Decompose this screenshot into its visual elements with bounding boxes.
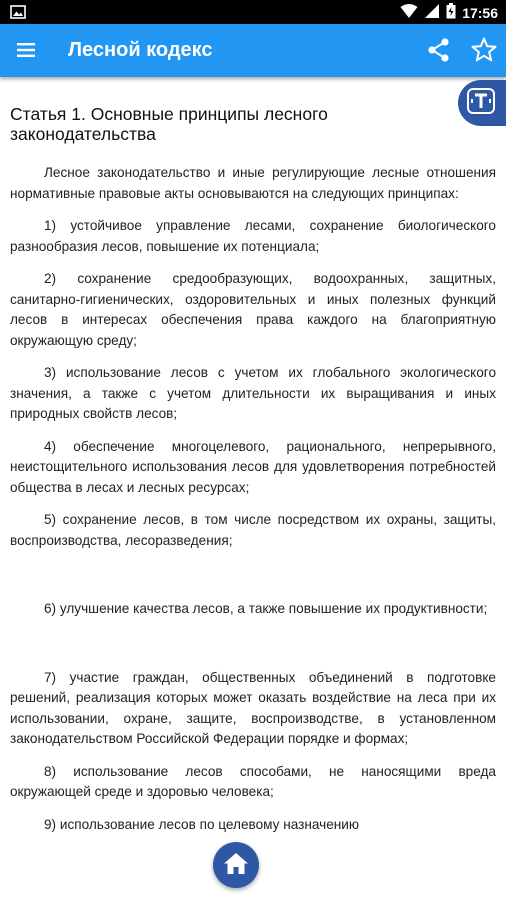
star-outline-icon[interactable]	[470, 36, 498, 64]
article-heading: Статья 1. Основные принципы лесного законодательства	[10, 104, 328, 144]
share-icon[interactable]	[426, 37, 452, 63]
article-paragraph: 6) улучшение качества лесов, а также повышение их продуктивности;	[44, 601, 488, 616]
font-size-button[interactable]	[458, 80, 506, 126]
article-paragraph: 7) участие граждан, общественных объединений в подготовке решений, реализация которых может оказать воздействие на леса при их использовании, охране, защите, воспроизводстве, в установленном законодательством Российской Федерации порядке и формах;	[10, 669, 496, 746]
home-button[interactable]	[213, 842, 259, 888]
home-icon	[222, 850, 250, 881]
signal-icon	[424, 3, 440, 22]
article-paragraph: 1) устойчивое управление лесами, сохранение биологического разнообразия лесов, повышение их потенциала;	[10, 218, 496, 254]
battery-icon	[446, 3, 456, 22]
article-paragraph: 4) обеспечение многоцелевого, рационального, непрерывного, неистощительного использования лесов для удовлетворения потребностей общества в лесах и лесных ресурсах;	[10, 438, 496, 495]
app-bar	[0, 24, 506, 77]
text-size-icon	[466, 87, 496, 120]
article-paragraph: 3) использование лесов с учетом их глобального экологического значения, а также с учетом длительности их выращивания и иных природных свойств лесов;	[10, 365, 496, 421]
article-paragraph: 5) сохранение лесов, в том числе посредством их охраны, защиты, воспроизводства, лесоразведения;	[10, 512, 496, 548]
clock-text: 17:56	[462, 4, 498, 21]
article-body	[10, 163, 496, 835]
hamburger-menu-icon[interactable]	[14, 38, 38, 62]
app-title: Лесной кодекс	[68, 39, 213, 61]
article-paragraph: 9) использование лесов по целевому назначению	[44, 816, 360, 832]
notification-image-icon	[10, 4, 26, 25]
status-bar	[0, 0, 506, 24]
article-paragraph: 8) использование лесов способами, не наносящими вреда окружающей среде и здоровью человека;	[10, 763, 496, 799]
article-paragraph: 2) сохранение средообразующих, водоохранных, защитных, санитарно-гигиенических, оздоровительных и иных полезных функций лесов в интересах обеспечения права каждого на благоприятную окружающую среду;	[10, 271, 496, 348]
wifi-icon	[400, 3, 418, 22]
article-paragraph: Лесное законодательство и иные регулирующие лесные отношения нормативные правовые акты основываются на следующих принципах:	[10, 165, 496, 201]
article-content[interactable]	[0, 77, 506, 900]
